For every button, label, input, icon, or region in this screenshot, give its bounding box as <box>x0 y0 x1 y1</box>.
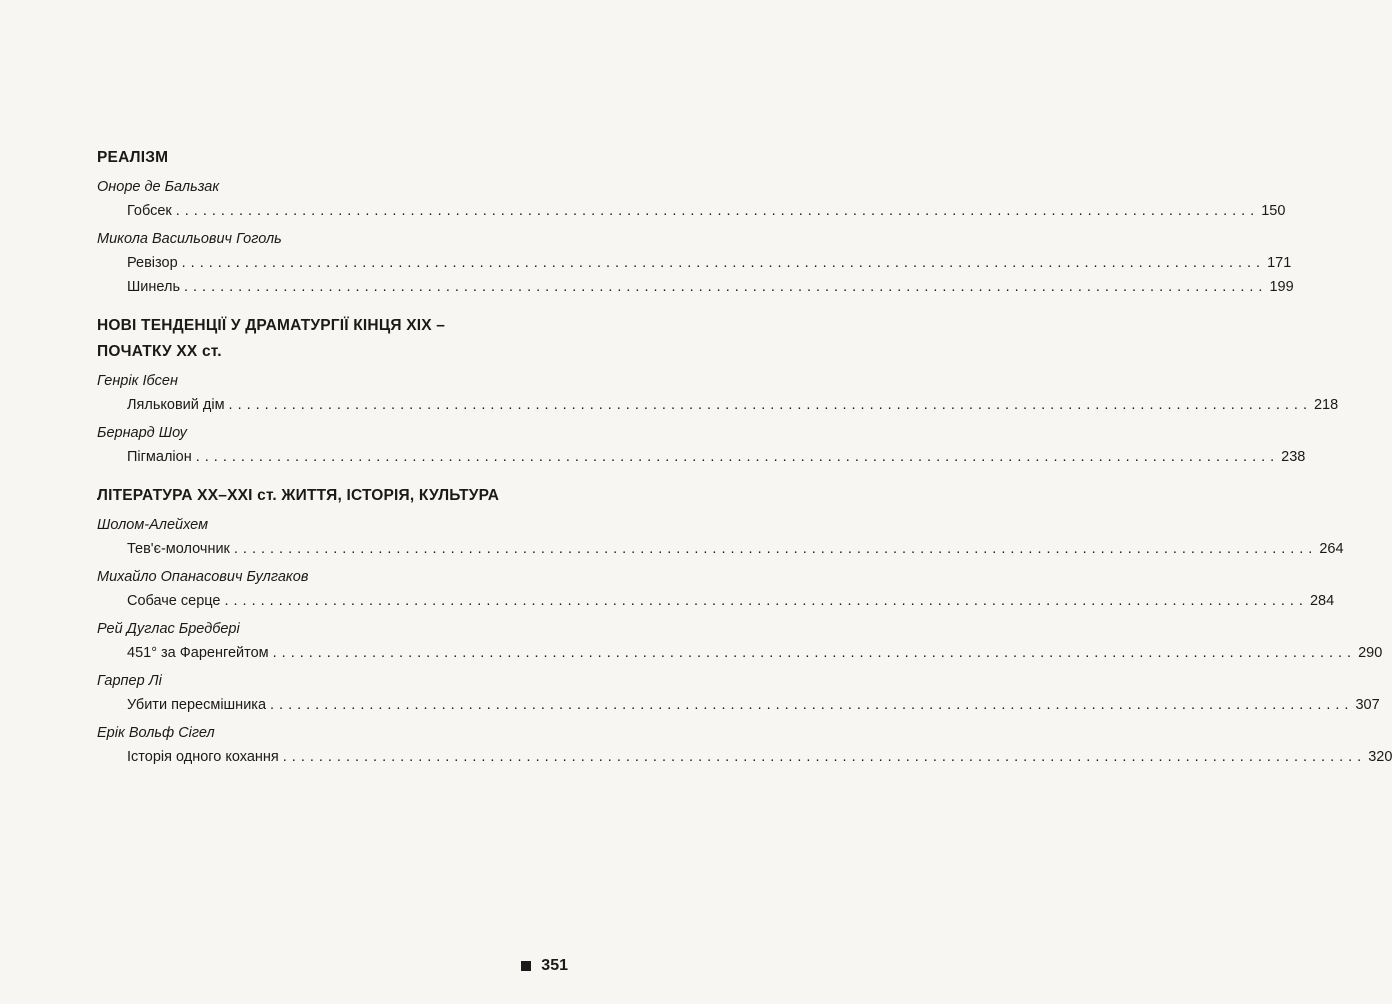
toc-entry[interactable] <box>97 745 1392 769</box>
work-page-number: 238 <box>1281 449 1306 465</box>
author-name: Ерік Вольф Сігел <box>97 725 215 741</box>
dot-leader: ........................................................................................................................ <box>282 749 1367 765</box>
section-heading: ЛІТЕРАТУРА ХХ–ХХІ ст. ЖИТТЯ, ІСТОРІЯ, КУЛЬТУРА <box>97 487 500 504</box>
dot-leader: ........................................................................................................................ <box>195 449 1280 465</box>
work-title: Тев'є-молочник <box>127 541 230 557</box>
author-name: Михайло Опанасович Булгаков <box>97 569 309 585</box>
toc-entry[interactable] <box>97 589 1335 613</box>
work-title: Ляльковий дім <box>127 397 225 413</box>
work-page-number: 199 <box>1269 279 1294 295</box>
dot-leader: ........................................................................................................................ <box>272 645 1357 661</box>
toc-entry[interactable] <box>97 641 1383 665</box>
work-title: Шинель <box>127 279 180 295</box>
work-title: 451° за Фаренгейтом <box>127 645 269 661</box>
table-of-contents <box>97 145 1392 769</box>
work-page-number: 171 <box>1267 255 1292 271</box>
section-heading: ПОЧАТКУ ХХ ст. <box>97 343 222 360</box>
author-name: Рей Дуглас Бредбері <box>97 621 240 637</box>
section-heading: РЕАЛІЗМ <box>97 149 169 166</box>
toc-entry[interactable] <box>97 445 1306 469</box>
work-page-number: 264 <box>1319 541 1344 557</box>
toc-entry[interactable] <box>97 275 1294 299</box>
work-title: Історія одного кохання <box>127 749 279 765</box>
page-footer <box>521 957 568 975</box>
dot-leader: ........................................................................................................................ <box>233 541 1318 557</box>
page-number: 351 <box>541 957 568 974</box>
work-title: Собаче серце <box>127 593 221 609</box>
toc-entry[interactable] <box>97 537 1344 561</box>
toc-entry[interactable] <box>97 393 1339 417</box>
work-page-number: 284 <box>1309 593 1335 609</box>
square-bullet-icon <box>521 961 531 971</box>
work-page-number: 150 <box>1261 203 1286 219</box>
author-name: Гарпер Лі <box>97 673 162 689</box>
work-title: Убити пересмішника <box>127 697 267 713</box>
dot-leader: ........................................................................................................................ <box>175 203 1260 219</box>
dot-leader: ........................................................................................................................ <box>270 697 1354 713</box>
work-title: Пігмаліон <box>127 449 192 465</box>
work-title: Ревізор <box>127 255 178 271</box>
work-title: Гобсек <box>127 203 172 219</box>
work-page-number: 218 <box>1313 397 1339 413</box>
work-page-number: 320 <box>1368 749 1392 765</box>
author-name: Бернард Шоу <box>97 425 187 441</box>
dot-leader: ........................................................................................................................ <box>181 255 1266 271</box>
section-heading: НОВІ ТЕНДЕНЦІЇ У ДРАМАТУРГІЇ КІНЦЯ ХІХ – <box>97 317 446 334</box>
author-name: Оноре де Бальзак <box>97 179 220 195</box>
toc-entry[interactable] <box>97 693 1380 717</box>
author-name: Генрік Ібсен <box>97 373 178 389</box>
author-name: Шолом-Алейхем <box>97 517 209 533</box>
toc-entry[interactable] <box>97 251 1292 275</box>
dot-leader: ........................................................................................................................ <box>228 397 1312 413</box>
dot-leader: ........................................................................................................................ <box>224 593 1308 609</box>
work-page-number: 307 <box>1355 697 1380 713</box>
dot-leader: ........................................................................................................................ <box>184 279 1268 295</box>
work-page-number: 290 <box>1358 645 1383 661</box>
toc-entry[interactable] <box>97 199 1286 223</box>
author-name: Микола Васильович Гоголь <box>97 231 282 247</box>
